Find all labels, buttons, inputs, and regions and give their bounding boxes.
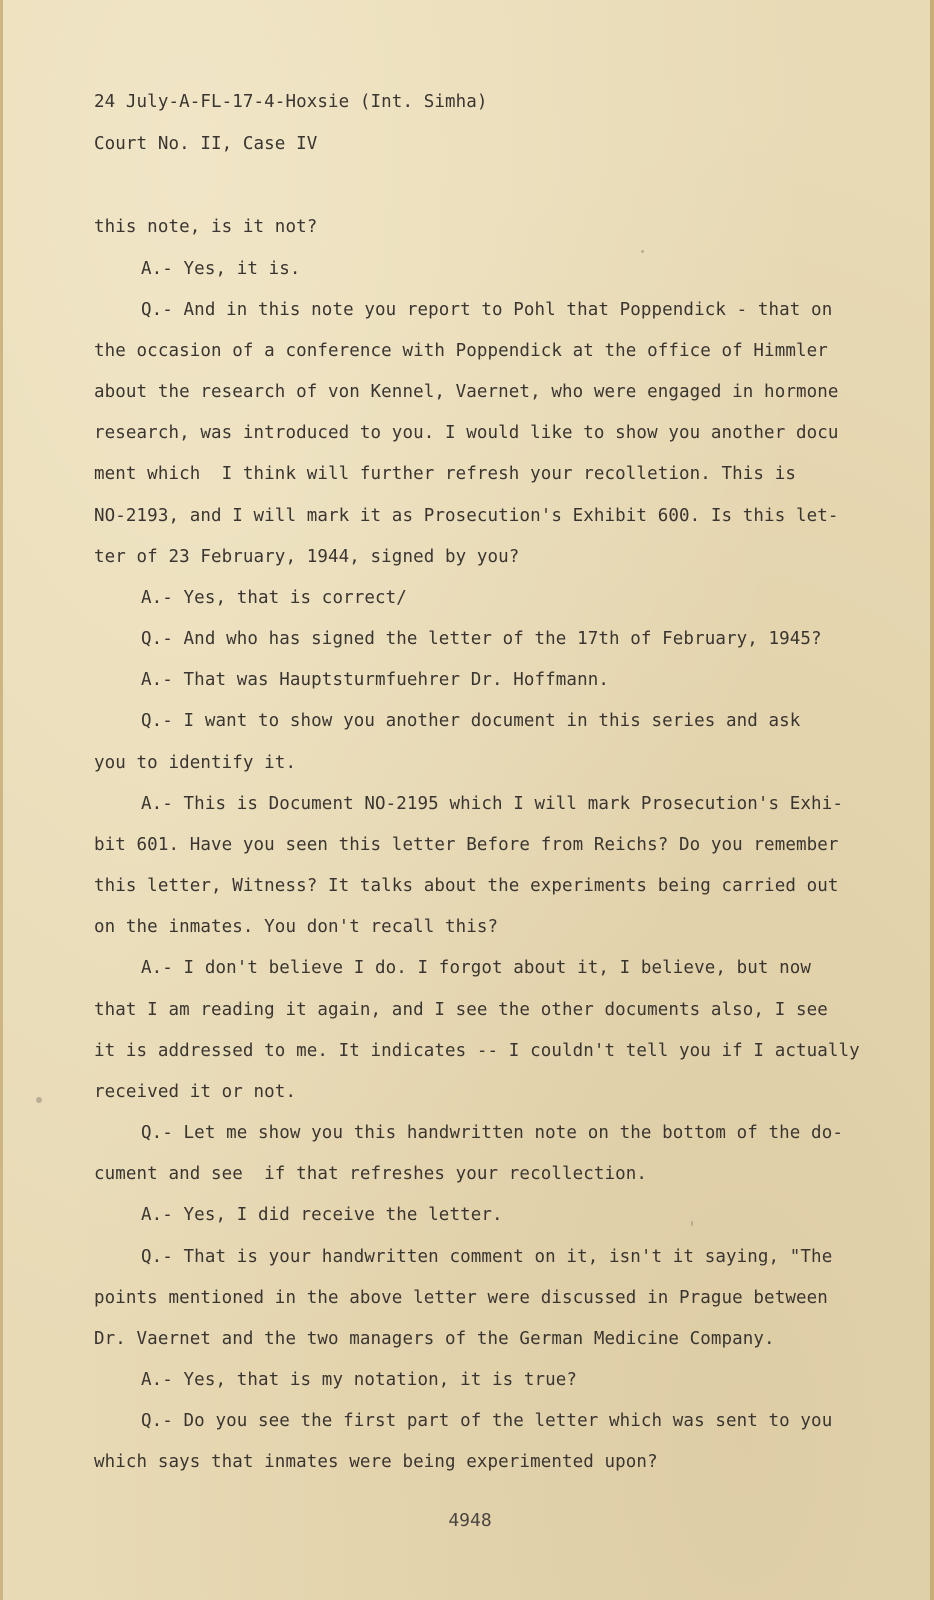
paper-speck — [691, 1221, 693, 1226]
text-line: which says that inmates were being experimented upon? — [94, 1452, 658, 1472]
text-line: about the research of von Kennel, Vaernet, who were engaged in hormone — [94, 382, 839, 402]
header-line-2: Court No. II, Case IV — [94, 134, 318, 154]
text-line: points mentioned in the above letter were discussed in Prague between — [94, 1288, 828, 1308]
text-line: on the inmates. You don't recall this? — [94, 917, 499, 937]
text-line: Q.- That is your handwritten comment on it, isn't it saying, "The — [141, 1247, 833, 1267]
text-line: cument and see if that refreshes your recollection. — [94, 1164, 648, 1184]
text-line: A.- Yes, I did receive the letter. — [141, 1205, 503, 1225]
text-line: ter of 23 February, 1944, signed by you? — [94, 547, 520, 567]
text-line: NO-2193, and I will mark it as Prosecution's Exhibit 600. Is this let- — [94, 506, 839, 526]
text-line: ment which I think will further refresh your recolletion. This is — [94, 464, 796, 484]
paper-speck — [36, 1097, 42, 1103]
text-line: bit 601. Have you seen this letter Before from Reichs? Do you remember — [94, 835, 839, 855]
text-line: Q.- I want to show you another document in this series and ask — [141, 711, 801, 731]
header-line-1: 24 July-A-FL-17-4-Hoxsie (Int. Simha) — [94, 92, 488, 112]
text-line: A.- I don't believe I do. I forgot about it, I believe, but now — [141, 958, 812, 978]
text-line: this note, is it not? — [94, 217, 318, 237]
text-line: A.- That was Hauptsturmfuehrer Dr. Hoffmann. — [141, 670, 609, 690]
text-line: Q.- Let me show you this handwritten note on the bottom of the do- — [141, 1123, 843, 1143]
text-line: Q.- And who has signed the letter of the 17th of February, 1945? — [141, 629, 822, 649]
paper-speck — [641, 250, 644, 253]
text-line: that I am reading it again, and I see the other documents also, I see — [94, 1000, 828, 1020]
text-line: it is addressed to me. It indicates -- I couldn't tell you if I actually — [94, 1041, 860, 1061]
text-line: A.- Yes, that is correct/ — [141, 588, 407, 608]
text-line: the occasion of a conference with Poppendick at the office of Himmler — [94, 341, 828, 361]
text-line: research, was introduced to you. I would like to show you another docu — [94, 423, 839, 443]
page-number: 4948 — [448, 1510, 492, 1531]
text-line: Q.- Do you see the first part of the letter which was sent to you — [141, 1411, 833, 1431]
text-line: received it or not. — [94, 1082, 297, 1102]
text-line: you to identify it. — [94, 753, 297, 773]
text-line: A.- This is Document NO-2195 which I will mark Prosecution's Exhi- — [141, 794, 843, 814]
text-line: this letter, Witness? It talks about the experiments being carried out — [94, 876, 839, 896]
text-line: Dr. Vaernet and the two managers of the German Medicine Company. — [94, 1329, 775, 1349]
text-line: A.- Yes, it is. — [141, 259, 301, 279]
text-line: A.- Yes, that is my notation, it is true? — [141, 1370, 578, 1390]
text-line: Q.- And in this note you report to Pohl that Poppendick - that on — [141, 300, 833, 320]
